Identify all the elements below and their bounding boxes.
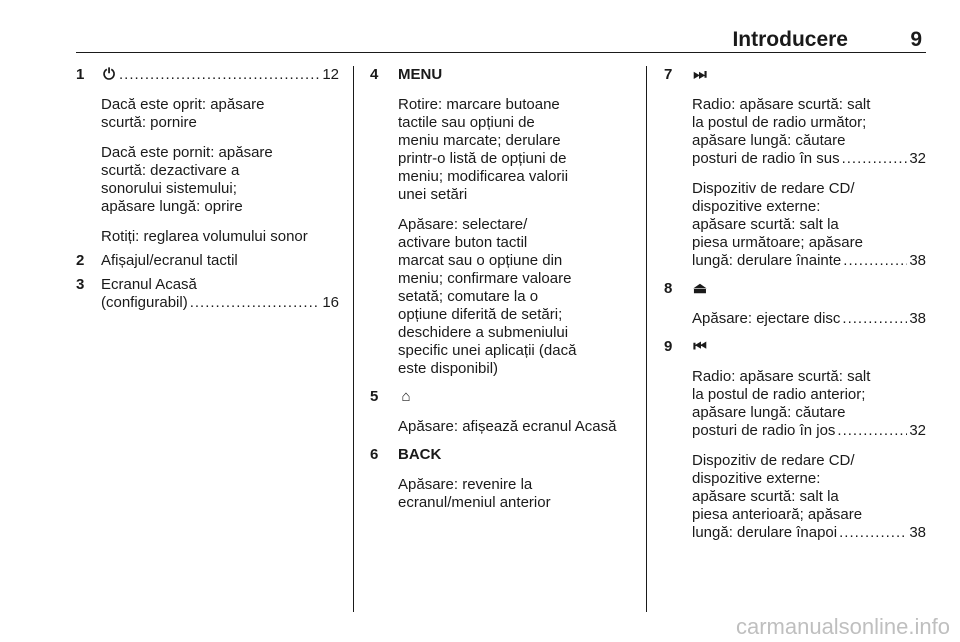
page-title: Introducere — [732, 28, 848, 51]
description: Rotiți: reglarea volumului sonor — [101, 228, 308, 245]
item-number: 6 — [370, 446, 379, 463]
dot-leader — [842, 310, 907, 328]
column-divider-2 — [646, 66, 647, 612]
item-number: 5 — [370, 388, 379, 405]
item-8-eject — [664, 280, 926, 328]
item-number: 2 — [76, 252, 85, 269]
header-rule — [76, 52, 926, 53]
item-number: 7 — [664, 66, 673, 83]
description: Apăsare: ejectare disc ..... 38 — [692, 310, 926, 328]
description: Apăsare: afișează ecranul Acasă — [398, 418, 617, 435]
description: Dacă este oprit: apăsare scurtă: pornire — [101, 96, 265, 131]
description: Dispozitiv de redare CD/ dispozitive externe: apăsare scurtă: salt la piesa anterioară; apăsare lungă: derulare înapoi ..... 38 — [692, 452, 926, 542]
home-icon: ⌂ — [401, 388, 411, 405]
description: Radio: apăsare scurtă: salt la postul de radio anterior; apăsare lungă: căutare posturi de radio în jos ..... 32 — [692, 368, 926, 440]
item-number: 8 — [664, 280, 673, 297]
page-reference: 38 — [909, 524, 926, 541]
item-2-display — [76, 252, 339, 270]
item-label: Ecranul Acasă — [101, 276, 197, 293]
column-2 — [370, 66, 635, 512]
description: Radio: apăsare scurtă: salt la postul de radio următor; apăsare lungă: căutare posturi de radio în sus ..... 32 — [692, 96, 926, 168]
page-reference: 32 — [909, 150, 926, 167]
description: Apăsare: selectare/ activare buton tactil marcat sau o opțiune din meniu; confirmare valoare setată; comutare la o opțiune diferită de setări; deschidere a submeniului specific unei aplicații (dacă este disponibil) — [398, 216, 577, 377]
previous-track-icon: ⏮ — [693, 338, 707, 355]
item-label: Afișajul/ecranul tactil — [101, 252, 238, 269]
item-4-menu — [370, 66, 635, 378]
item-number: 3 — [76, 276, 85, 293]
column-divider-1 — [353, 66, 354, 612]
dot-leader — [190, 294, 321, 312]
item-5-home — [370, 388, 635, 436]
page-header — [76, 28, 926, 50]
dot-leader — [843, 252, 907, 270]
item-9-previous-track — [664, 338, 926, 542]
description: Apăsare: revenire la ecranul/meniul anterior — [398, 476, 551, 511]
description: Dacă este pornit: apăsare scurtă: dezactivare a sonorului sistemului; apăsare lungă: oprire — [101, 144, 273, 215]
watermark: carmanualsonline.info — [735, 614, 950, 639]
column-1 — [76, 66, 339, 312]
item-number: 1 — [76, 66, 85, 83]
back-label: BACK — [398, 446, 442, 463]
dot-leader — [842, 150, 908, 168]
column-3 — [664, 66, 926, 542]
item-7-next-track — [664, 66, 926, 270]
item-number: 9 — [664, 338, 673, 355]
item-1-power — [76, 66, 339, 246]
page-reference: 38 — [909, 252, 926, 269]
power-icon: ⏻ — [103, 66, 115, 83]
menu-label: MENU — [398, 66, 443, 83]
item-6-back — [370, 446, 635, 512]
page-reference: 38 — [909, 310, 926, 327]
page-reference: 32 — [909, 422, 926, 439]
page-reference: 16 — [322, 294, 339, 311]
description: Dispozitiv de redare CD/ dispozitive externe: apăsare scurtă: salt la piesa următoare; apăsare lungă: derulare înainte ..... 38 — [692, 180, 926, 270]
item-3-home-screen: 3 Ecranul Acasă (configurabil) ..... 16 — [76, 276, 339, 312]
page-reference: 12 — [322, 66, 339, 83]
page-number: 9 — [910, 28, 922, 51]
next-track-icon: ⏭ — [693, 66, 707, 83]
dot-leader — [839, 524, 907, 542]
description: Rotire: marcare butoane tactile sau opțiuni de meniu marcate; derulare printr-o listă de opțiuni de meniu; modificarea valorii unei setări — [398, 96, 569, 203]
dot-leader — [837, 422, 907, 440]
eject-icon: ⏏ — [692, 280, 708, 297]
dot-leader — [119, 66, 320, 84]
item-number: 4 — [370, 66, 379, 83]
